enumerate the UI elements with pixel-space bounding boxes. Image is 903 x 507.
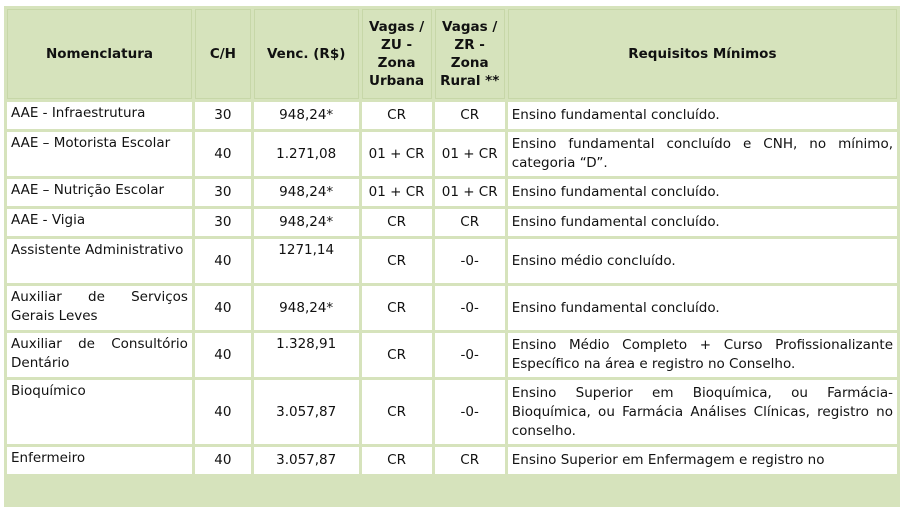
cell-vagas-zu: CR	[362, 380, 432, 444]
cell-vagas-zr: 01 + CR	[435, 179, 505, 206]
cell-venc: 948,24*	[254, 179, 359, 206]
table-row	[7, 179, 897, 206]
table-row	[7, 447, 897, 474]
table-row	[7, 333, 897, 377]
cell-ch: 30	[195, 179, 251, 206]
cell-venc: 1.328,91	[254, 333, 359, 377]
cell-vagas-zr: CR	[435, 102, 505, 129]
cell-vagas-zu: CR	[362, 447, 432, 474]
cell-vagas-zr: -0-	[435, 333, 505, 377]
cell-nomenclatura: AAE - Vigia	[7, 209, 192, 236]
header-venc: Venc. (R$)	[254, 9, 359, 99]
cell-ch: 40	[195, 132, 251, 176]
cell-ch: 40	[195, 380, 251, 444]
cell-vagas-zu: CR	[362, 209, 432, 236]
cell-venc: 3.057,87	[254, 447, 359, 474]
cell-nomenclatura: Auxiliar de Consultório Dentário	[7, 333, 192, 377]
cell-nomenclatura: AAE – Nutrição Escolar	[7, 179, 192, 206]
cell-vagas-zr: CR	[435, 447, 505, 474]
cell-vagas-zu: 01 + CR	[362, 179, 432, 206]
table-row	[7, 102, 897, 129]
cell-venc: 948,24*	[254, 102, 359, 129]
cell-venc: 948,24*	[254, 286, 359, 330]
table-header-row	[7, 9, 897, 99]
cell-venc: 1271,14	[254, 239, 359, 283]
cell-vagas-zu: CR	[362, 102, 432, 129]
cell-vagas-zu: CR	[362, 239, 432, 283]
header-vagas-zr: Vagas / ZR - Zona Rural **	[435, 9, 505, 99]
table-row	[7, 380, 897, 444]
header-nomenclatura: Nomenclatura	[7, 9, 192, 99]
cell-ch: 40	[195, 333, 251, 377]
cell-ch: 40	[195, 286, 251, 330]
cell-vagas-zu: CR	[362, 333, 432, 377]
cell-vagas-zr: -0-	[435, 380, 505, 444]
vacancy-table	[4, 6, 900, 477]
cell-ch: 30	[195, 102, 251, 129]
cell-requisitos: Ensino fundamental concluído e CNH, no mínimo, categoria “D”.	[508, 132, 897, 176]
cell-requisitos: Ensino fundamental concluído.	[508, 209, 897, 236]
cell-requisitos: Ensino fundamental concluído.	[508, 102, 897, 129]
cell-vagas-zr: -0-	[435, 286, 505, 330]
cell-requisitos: Ensino médio concluído.	[508, 239, 897, 283]
cell-nomenclatura: AAE - Infraestrutura	[7, 102, 192, 129]
cell-ch: 30	[195, 209, 251, 236]
cell-nomenclatura: Auxiliar de Serviços Gerais Leves	[7, 286, 192, 330]
cell-nomenclatura: Bioquímico	[7, 380, 192, 444]
header-requisitos: Requisitos Mínimos	[508, 9, 897, 99]
cell-requisitos: Ensino Superior em Bioquímica, ou Farmácia-Bioquímica, ou Farmácia Análises Clínicas, registro no conselho.	[508, 380, 897, 444]
cell-venc: 3.057,87	[254, 380, 359, 444]
cell-nomenclatura: Assistente Administrativo	[7, 239, 192, 283]
table-row	[7, 239, 897, 283]
cell-requisitos: Ensino Médio Completo + Curso Profissionalizante Específico na área e registro no Conselho.	[508, 333, 897, 377]
cell-requisitos: Ensino Superior em Enfermagem e registro no	[508, 447, 897, 474]
cell-vagas-zr: -0-	[435, 239, 505, 283]
table-row	[7, 286, 897, 330]
cell-vagas-zr: CR	[435, 209, 505, 236]
cell-vagas-zr: 01 + CR	[435, 132, 505, 176]
cell-vagas-zu: 01 + CR	[362, 132, 432, 176]
cell-requisitos: Ensino fundamental concluído.	[508, 179, 897, 206]
cell-vagas-zu: CR	[362, 286, 432, 330]
vacancy-table-container	[4, 6, 900, 507]
cell-nomenclatura: Enfermeiro	[7, 447, 192, 474]
cell-venc: 1.271,08	[254, 132, 359, 176]
cell-nomenclatura: AAE – Motorista Escolar	[7, 132, 192, 176]
cell-requisitos: Ensino fundamental concluído.	[508, 286, 897, 330]
table-row	[7, 132, 897, 176]
cell-ch: 40	[195, 447, 251, 474]
cell-venc: 948,24*	[254, 209, 359, 236]
header-vagas-zu: Vagas / ZU - Zona Urbana	[362, 9, 432, 99]
header-ch: C/H	[195, 9, 251, 99]
cell-ch: 40	[195, 239, 251, 283]
table-row	[7, 209, 897, 236]
